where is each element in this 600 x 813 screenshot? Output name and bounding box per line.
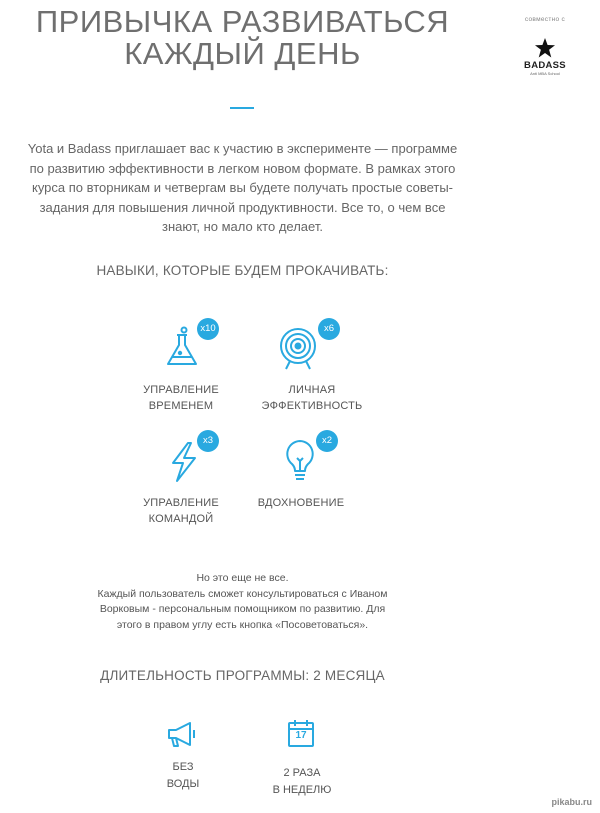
skill-label-inspiration: ВДОХНОВЕНИЕ bbox=[257, 497, 345, 509]
skill-badge: x3 bbox=[197, 430, 219, 452]
skill-badge: x10 bbox=[197, 318, 219, 340]
accent-divider bbox=[230, 107, 254, 109]
skill-badge: x2 bbox=[316, 430, 338, 452]
partner-label: совместно с bbox=[524, 16, 566, 23]
page-title: ПРИВЫЧКА РАЗВИВАТЬСЯ КАЖДЫЙ ДЕНЬ bbox=[35, 4, 450, 71]
duration-label-no-fluff: БЕЗ ВОДЫ bbox=[166, 761, 200, 790]
target-icon bbox=[276, 326, 320, 370]
duration-label-twice-weekly: 2 РАЗА В НЕДЕЛЮ bbox=[272, 767, 332, 796]
megaphone-icon bbox=[166, 720, 198, 748]
skill-label-team: УПРАВЛЕНИЕ КОМАНДОЙ bbox=[143, 497, 219, 525]
watermark: pikabu.ru bbox=[551, 797, 592, 807]
partner-subtitle: Anti MBA School bbox=[530, 71, 560, 76]
duration-heading: ДЛИТЕЛЬНОСТЬ ПРОГРАММЫ: 2 МЕСЯЦА bbox=[100, 668, 385, 683]
calendar-icon bbox=[287, 718, 315, 748]
partner-logo bbox=[500, 16, 590, 76]
skill-label-time: УПРАВЛЕНИЕ ВРЕМЕНЕМ bbox=[143, 384, 219, 412]
lightbulb-icon bbox=[278, 438, 322, 482]
skill-label-efficiency: ЛИЧНАЯ ЭФФЕКТИВНОСТЬ bbox=[261, 384, 363, 412]
skills-heading: НАВЫКИ, КОТОРЫЕ БУДЕМ ПРОКАЧИВАТЬ: bbox=[96, 263, 389, 278]
intro-text: Yota и Badass приглашает вас к участию в эксперименте — программе по развитию эффективности в легком новом формате. В рамках этого курса по вторникам и четвергам вы будете получать простые советы- задания для повышения личной продуктивности. Все то, о чем все знают, но мало кто делает. bbox=[27, 141, 458, 234]
star-icon bbox=[534, 37, 556, 59]
consultation-note: Но это еще не все. Каждый пользователь сможет консультироваться с Иваном Ворковым - персональным помощником по развитию. Для этого в правом углу есть кнопка «Посоветоваться». bbox=[97, 572, 388, 631]
calendar-day: 17 bbox=[295, 730, 307, 741]
skill-badge: x6 bbox=[318, 318, 340, 340]
partner-name: BADASS bbox=[524, 60, 566, 71]
